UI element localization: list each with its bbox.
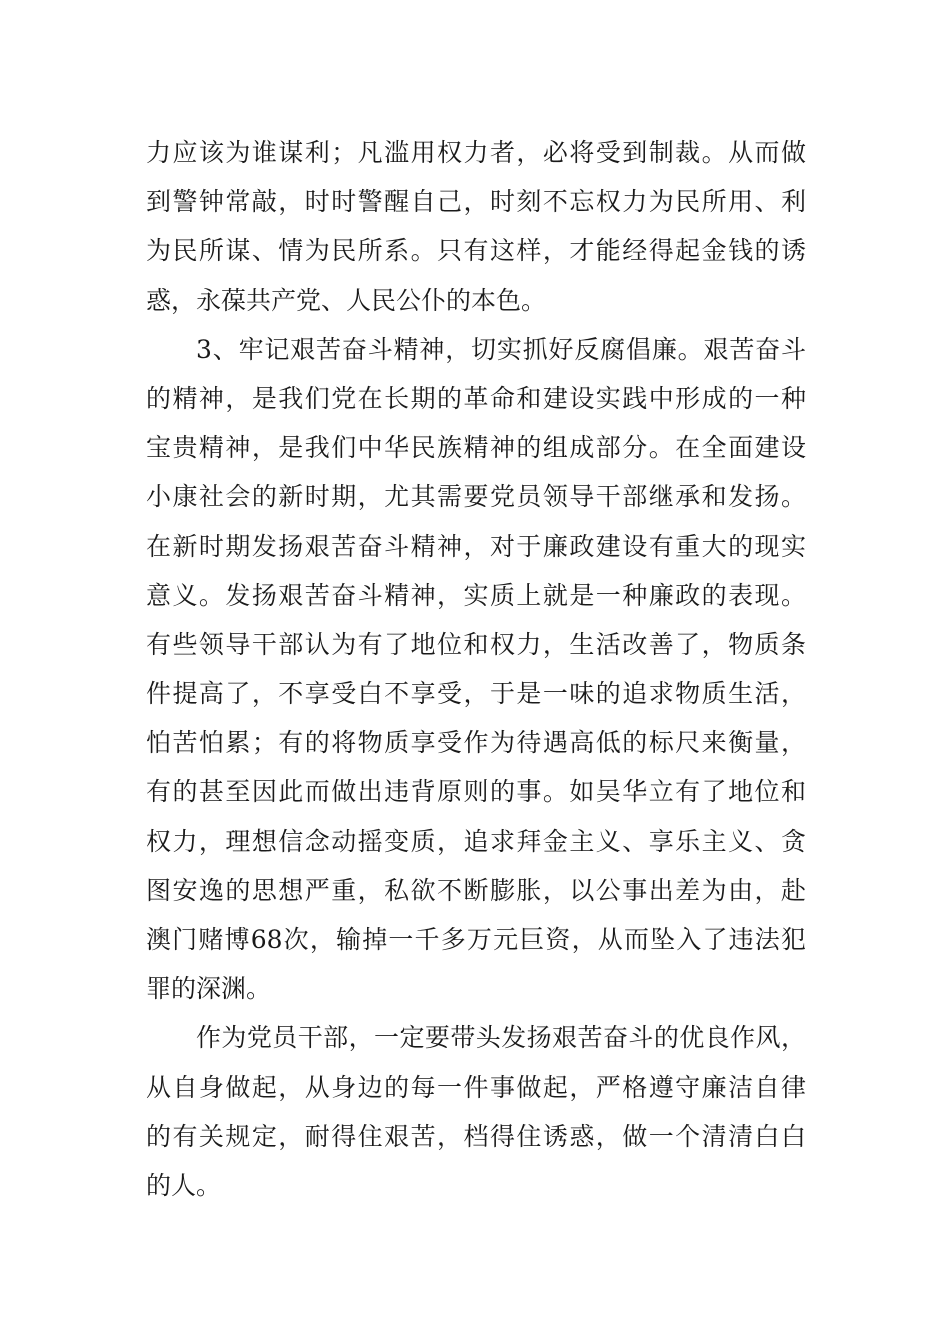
paragraph-1 <box>146 128 806 325</box>
text-line: 为民所谋、情为民所系。只有这样，才能经得起金钱的诱 <box>146 236 806 266</box>
paragraph-3 <box>146 1013 806 1210</box>
text-line: 作为党员干部，一定要带头发扬艰苦奋斗的优良作风， <box>196 1023 806 1053</box>
text-line: 澳门赌博68次，输掉一千多万元巨资，从而坠入了违法犯 <box>146 925 806 954</box>
document-body <box>146 128 806 1210</box>
text-line: 有些领导干部认为有了地位和权力，生活改善了，物质条 <box>146 629 806 659</box>
text-line: 到警钟常敲，时时警醒自己，时刻不忘权力为民所用、利 <box>146 187 806 217</box>
text-line: 有的甚至因此而做出违背原则的事。如吴华立有了地位和 <box>146 777 806 807</box>
text-line: 意义。发扬艰苦奋斗精神，实质上就是一种廉政的表现。 <box>146 580 806 610</box>
text-line: 的有关规定，耐得住艰苦，档得住诱惑，做一个清清白白 <box>146 1121 806 1151</box>
text-line: 3、牢记艰苦奋斗精神，切实抓好反腐倡廉。艰苦奋斗 <box>196 334 806 364</box>
text-line: 图安逸的思想严重，私欲不断膨胀，以公事出差为由，赴 <box>146 875 806 905</box>
text-line: 的精神，是我们党在长期的革命和建设实践中形成的一种 <box>146 383 806 413</box>
text-line: 的人。 <box>146 1170 222 1200</box>
text-line: 权力，理想信念动摇变质，追求拜金主义、享乐主义、贪 <box>146 826 806 856</box>
text-line: 罪的深渊。 <box>146 974 272 1004</box>
text-line: 力应该为谁谋利；凡滥用权力者，必将受到制裁。从而做 <box>146 138 806 167</box>
text-line: 在新时期发扬艰苦奋斗精神，对于廉政建设有重大的现实 <box>146 531 806 561</box>
text-line: 怕苦怕累；有的将物质享受作为待遇高低的标尺来衡量， <box>146 728 806 758</box>
text-line: 宝贵精神，是我们中华民族精神的组成部分。在全面建设 <box>146 433 806 463</box>
text-line: 惑，永葆共产党、人民公仆的本色。 <box>146 285 547 315</box>
text-line: 从自身做起，从身边的每一件事做起，严格遵守廉洁自律 <box>146 1072 806 1102</box>
text-line: 小康社会的新时期，尤其需要党员领导干部继承和发扬。 <box>146 482 806 512</box>
paragraph-2 <box>146 325 806 1014</box>
text-line: 件提高了，不享受白不享受，于是一味的追求物质生活， <box>146 679 806 709</box>
